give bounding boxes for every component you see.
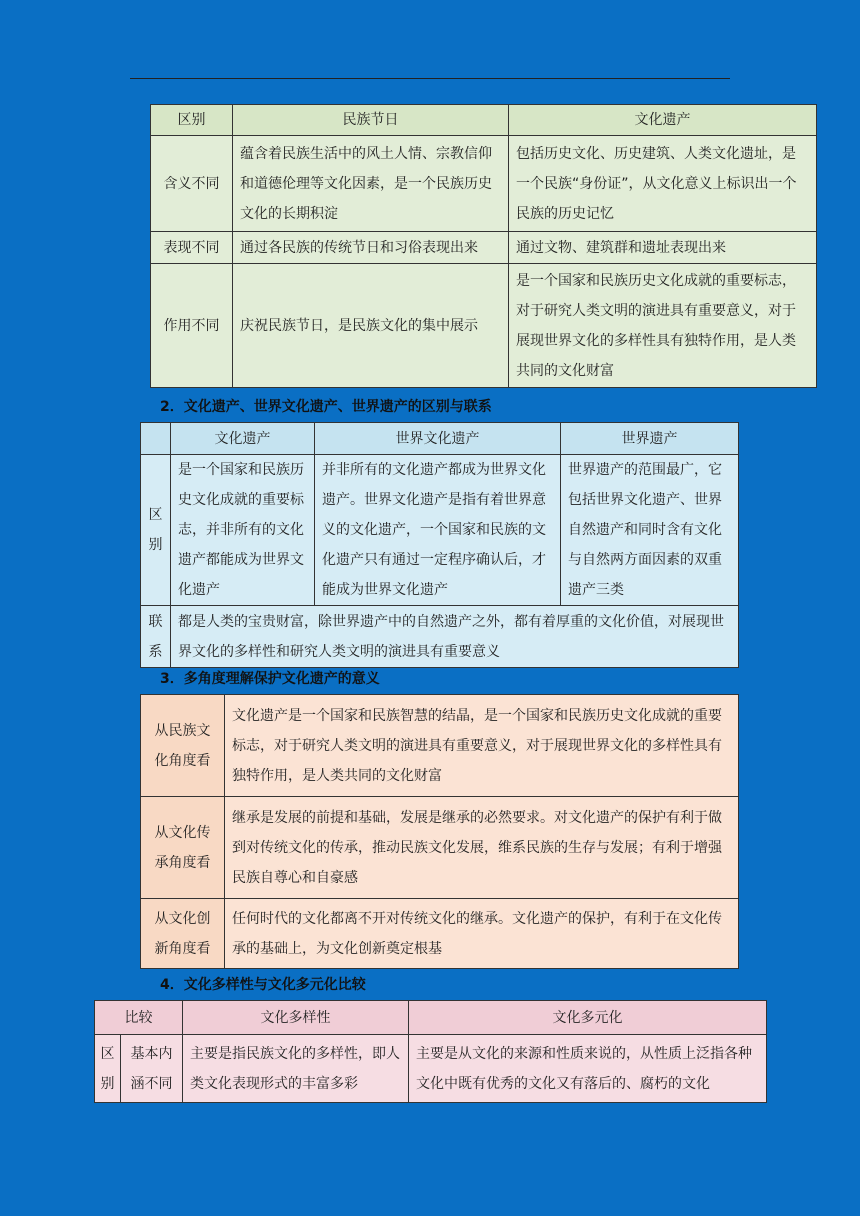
- heritage-significance-table: [140, 694, 739, 969]
- table-row: [141, 606, 739, 668]
- header-cell: 文化遗产: [171, 423, 315, 455]
- row-label: 从民族文化角度看: [141, 695, 225, 797]
- row-group-label: 区别: [95, 1035, 121, 1103]
- table-cell: 通过文物、建筑群和遗址表现出来: [509, 232, 817, 264]
- row-label: 从文化传承角度看: [141, 797, 225, 899]
- table-row: [141, 899, 739, 969]
- table-header-row: [95, 1001, 767, 1035]
- table-row: [95, 1035, 767, 1103]
- row-label: 表现不同: [151, 232, 233, 264]
- header-cell: 世界遗产: [561, 423, 739, 455]
- header-rule: [130, 78, 730, 79]
- header-cell: 区别: [151, 105, 233, 136]
- table-header-row: [141, 423, 739, 455]
- header-cell: [141, 423, 171, 455]
- table-row: [141, 455, 739, 606]
- section-heading-2: 2．文化遗产、世界文化遗产、世界遗产的区别与联系: [160, 399, 492, 415]
- festival-vs-heritage-table: [150, 104, 817, 388]
- section-heading-3: 3．多角度理解保护文化遗产的意义: [160, 671, 380, 687]
- table-cell: 是一个国家和民族历史文化成就的重要标志，对于研究人类文明的演进具有重要意义，对于展现世界文化的多样性具有独特作用，是人类共同的文化财富: [509, 264, 817, 388]
- table-cell: 继承是发展的前提和基础，发展是继承的必然要求。对文化遗产的保护有利于做到对传统文化的传承，推动民族文化发展，维系民族的生存与发展；有利于增强民族自尊心和自豪感: [225, 797, 739, 899]
- table-header-row: [151, 105, 817, 136]
- table-cell: 包括历史文化、历史建筑、人类文化遗址，是一个民族“身份证”，从文化意义上标识出一个民族的历史记忆: [509, 136, 817, 232]
- table-cell: 都是人类的宝贵财富，除世界遗产中的自然遗产之外，都有着厚重的文化价值，对展现世界文化的多样性和研究人类文明的演进具有重要意义: [171, 606, 739, 668]
- header-cell: 文化遗产: [509, 105, 817, 136]
- table-row: [151, 232, 817, 264]
- row-label: 联系: [141, 606, 171, 668]
- table-cell: 世界遗产的范围最广，它包括世界文化遗产、世界自然遗产和同时含有文化与自然两方面因素的双重遗产三类: [561, 455, 739, 606]
- table-cell: 并非所有的文化遗产都成为世界文化遗产。世界文化遗产是指有着世界意义的文化遗产，一个国家和民族的文化遗产只有通过一定程序确认后，才能成为世界文化遗产: [315, 455, 561, 606]
- diversity-comparison-table: [94, 1000, 767, 1103]
- heritage-comparison-table: [140, 422, 739, 668]
- table-cell: 文化遗产是一个国家和民族智慧的结晶，是一个国家和民族历史文化成就的重要标志，对于研究人类文明的演进具有重要意义，对于展现世界文化的多样性具有独特作用，是人类共同的文化财富: [225, 695, 739, 797]
- row-label: 作用不同: [151, 264, 233, 388]
- table-row: [141, 695, 739, 797]
- header-cell: 世界文化遗产: [315, 423, 561, 455]
- table-row: [141, 797, 739, 899]
- table-cell: 庆祝民族节日，是民族文化的集中展示: [233, 264, 509, 388]
- table-cell: 主要是从文化的来源和性质来说的，从性质上泛指各种文化中既有优秀的文化又有落后的、腐朽的文化: [409, 1035, 767, 1103]
- row-label: 含义不同: [151, 136, 233, 232]
- row-label: 区别: [141, 455, 171, 606]
- table-row: [151, 264, 817, 388]
- table-cell: 主要是指民族文化的多样性，即人类文化表现形式的丰富多彩: [183, 1035, 409, 1103]
- header-cell: 民族节日: [233, 105, 509, 136]
- row-label: 从文化创新角度看: [141, 899, 225, 969]
- table-cell: 是一个国家和民族历史文化成就的重要标志，并非所有的文化遗产都能成为世界文化遗产: [171, 455, 315, 606]
- row-label: 基本内涵不同: [121, 1035, 183, 1103]
- table-cell: 通过各民族的传统节日和习俗表现出来: [233, 232, 509, 264]
- header-cell: 文化多样性: [183, 1001, 409, 1035]
- table-cell: 蕴含着民族生活中的风土人情、宗教信仰和道德伦理等文化因素，是一个民族历史文化的长期积淀: [233, 136, 509, 232]
- header-cell: 比较: [95, 1001, 183, 1035]
- table-cell: 任何时代的文化都离不开对传统文化的继承。文化遗产的保护，有利于在文化传承的基础上，为文化创新奠定根基: [225, 899, 739, 969]
- header-cell: 文化多元化: [409, 1001, 767, 1035]
- section-heading-4: 4．文化多样性与文化多元化比较: [160, 977, 366, 993]
- table-row: [151, 136, 817, 232]
